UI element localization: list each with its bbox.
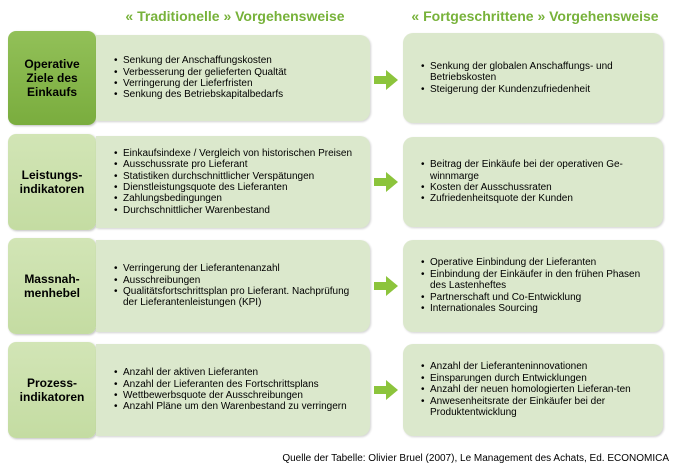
arrow-right-icon bbox=[374, 70, 398, 90]
list-item: • Steigerung der Kundenzufriedenheit bbox=[421, 84, 657, 95]
list-item: • Durchschnittlicher Warenbestand bbox=[114, 205, 352, 216]
row-label-leistungsindikatoren: Leistungs- indikatoren bbox=[8, 134, 96, 230]
traditional-list-massnahmenhebel bbox=[96, 263, 370, 309]
row-label-prozessindikatoren: Prozess- indikatoren bbox=[8, 342, 96, 438]
list-item: • Anzahl Pläne um den Warenbestand zu verringern bbox=[114, 401, 347, 412]
advanced-list-massnahmenhebel bbox=[403, 257, 663, 314]
list-item: • Verbesserung der gelieferten Qualtät bbox=[114, 67, 286, 78]
list-item: • Zufriedenheitsquote der Kunden bbox=[421, 193, 657, 204]
row-label-massnahmenhebel: Massnah- menhebel bbox=[8, 238, 96, 334]
row-label-operative-ziele: Operative Ziele des Einkaufs bbox=[8, 31, 96, 125]
advanced-list-leistungsindikatoren bbox=[403, 159, 663, 205]
list-item: • Verringerung der Lieferantenanzahl bbox=[114, 263, 364, 274]
traditional-box-massnahmenhebel bbox=[96, 240, 370, 332]
traditional-list-operative-ziele bbox=[96, 55, 292, 101]
list-item: • Einkaufsindexe / Vergleich von historischen Preisen bbox=[114, 148, 352, 159]
advanced-box-prozessindikatoren bbox=[403, 344, 663, 436]
header-advanced: « Fortgeschrittene » Vorgehensweise bbox=[411, 8, 659, 24]
arrow-right-icon bbox=[374, 380, 398, 400]
advanced-list-operative-ziele bbox=[403, 61, 663, 95]
list-item: • Anwesenheitsrate der Einkäufer bei der Produktentwicklung bbox=[421, 396, 657, 419]
list-item: • Senkung der globalen Anschaffungs- und Betriebskosten bbox=[421, 61, 657, 84]
list-item: • Einsparungen durch Entwicklungen bbox=[421, 373, 657, 384]
list-item: • Anzahl der Lieferanteninnovationen bbox=[421, 361, 657, 372]
list-item: • Einbindung der Einkäufer in den frühen Phasen des Lastenheftes bbox=[421, 269, 657, 292]
list-item: • Internationales Sourcing bbox=[421, 303, 657, 314]
traditional-box-prozessindikatoren bbox=[96, 344, 370, 436]
list-item: • Anzahl der neuen homologierten Lieferan-ten bbox=[421, 384, 657, 395]
list-item: • Statistiken durchschnittlicher Verspätungen bbox=[114, 171, 352, 182]
list-item: • Senkung des Betriebskapitalbedarfs bbox=[114, 89, 286, 100]
advanced-list-prozessindikatoren bbox=[403, 361, 663, 418]
arrow-right-icon bbox=[374, 172, 398, 192]
traditional-list-prozessindikatoren bbox=[96, 367, 353, 413]
list-item: • Verringerung der Lieferfristen bbox=[114, 78, 286, 89]
list-item: • Kosten der Ausschussraten bbox=[421, 182, 657, 193]
list-item: • Dienstleistungsquote des Lieferanten bbox=[114, 182, 352, 193]
list-item: • Beitrag der Einkäufe bei der operativen Ge-winnmarge bbox=[421, 159, 657, 182]
list-item: • Operative Einbindung der Lieferanten bbox=[421, 257, 657, 268]
list-item: • Ausschreibungen bbox=[114, 275, 364, 286]
list-item: • Anzahl der Lieferanten des Fortschrittsplans bbox=[114, 379, 347, 390]
list-item: • Senkung der Anschaffungskosten bbox=[114, 55, 286, 66]
traditional-box-leistungsindikatoren bbox=[96, 136, 370, 228]
advanced-box-operative-ziele bbox=[403, 33, 663, 123]
header-traditional: « Traditionelle » Vorgehensweise bbox=[125, 8, 345, 24]
source-caption: Quelle der Tabelle: Olivier Bruel (2007), Le Management des Achats, Ed. ECONOMICA bbox=[282, 453, 669, 464]
traditional-box-operative-ziele bbox=[96, 35, 370, 121]
list-item: • Partnerschaft und Co-Entwicklung bbox=[421, 292, 657, 303]
advanced-box-massnahmenhebel bbox=[403, 240, 663, 332]
list-item: • Zahlungsbedingungen bbox=[114, 193, 352, 204]
list-item: • Anzahl der aktiven Lieferanten bbox=[114, 367, 347, 378]
list-item: • Ausschussrate pro Lieferant bbox=[114, 159, 352, 170]
list-item: • Wettbewerbsquote der Ausschreibungen bbox=[114, 390, 347, 401]
traditional-list-leistungsindikatoren bbox=[96, 148, 358, 216]
arrow-right-icon bbox=[374, 276, 398, 296]
advanced-box-leistungsindikatoren bbox=[403, 137, 663, 227]
list-item: • Qualitätsfortschrittsplan pro Lieferant. Nachprüfung der Lieferantenleistungen (KPI) bbox=[114, 286, 364, 309]
